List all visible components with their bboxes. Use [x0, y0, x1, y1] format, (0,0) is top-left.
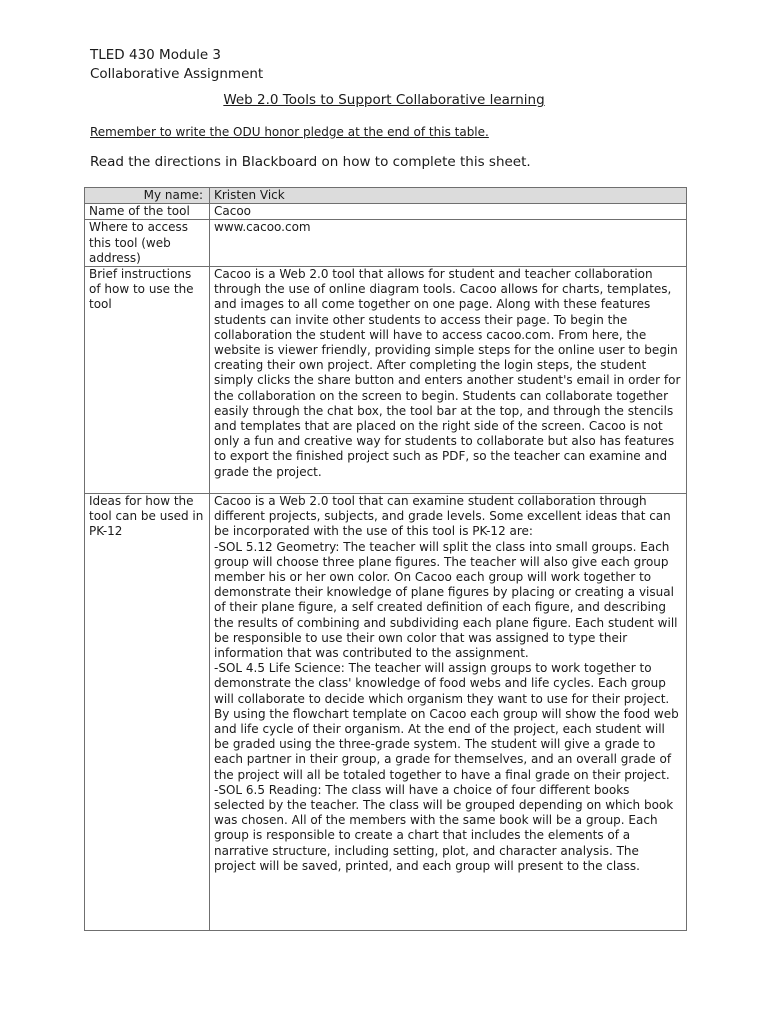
- table-row-instructions: [85, 267, 687, 494]
- table-row-tool: [85, 204, 687, 220]
- access-value: www.cacoo.com: [210, 220, 687, 267]
- tool-value: Cacoo: [210, 204, 687, 220]
- ideas-value: [210, 494, 687, 931]
- directions-text: Read the directions in Blackboard on how to complete this sheet.: [90, 154, 531, 170]
- instructions-label: Brief instructions of how to use the tool: [85, 267, 210, 494]
- ideas-text: Cacoo is a Web 2.0 tool that can examine student collaboration through different projects, subjects, and grade levels. Some excellent ideas that can be incorporated with the use of this tool is PK-12 are: -SOL 5.12 Geometry: The teacher will split the class into small groups. Each group will choose three plane figures. The teacher will also give each group member his or her own color. On Cacoo each group will work together to demonstrate their knowledge of plane figures by placing or creating a visual of their plane figure, a self created definition of each figure, and describing the results of combining and subdividing each plane figure. Each student will be responsible to use their own color that was assigned to type their information that was contributed to the assignment. -SOL 4.5 Life Science: The teacher will assign groups to work together to demonstrate the class' knowledge of food webs and life cycles. Each group will collaborate to decide which organism they want to use for their project. By using the flowchart template on Cacoo each group will show the food web and life cycle of their organism. At the end of the project, each student will be graded using the three-grade system. The student will give a grade to each partner in their group, a grade for themselves, and an overall grade of the project will all be totaled together to have a final grade on their project. -SOL 6.5 Reading: The class will have a choice of four different books selected by the teacher. The class will be grouped depending on which book was chosen. All of the members with the same book will be a group. Each group is responsible to create a chart that includes the elements of a narrative structure, including setting, plot, and character analysis. The project will be saved, printed, and each group will present to the class.: [214, 494, 679, 873]
- access-label: Where to access this tool (web address): [85, 220, 210, 267]
- table-row-name: [85, 188, 687, 204]
- name-value: Kristen Vick: [210, 188, 687, 204]
- instructions-text: Cacoo is a Web 2.0 tool that allows for student and teacher collaboration through the use of online diagram tools. Cacoo allows for charts, templates, and images to all come together on one page. Along with these features students can invite other students to access their page. To begin the collaboration the student will have to access cacoo.com. From here, the website is viewer friendly, providing simple steps for the online user to begin creating their own project. After completing the login steps, the student simply clicks the share button and enters another student's email in order for the collaboration on the screen to begin. Students can collaborate together easily through the chat box, the tool bar at the top, and through the stencils and templates that are placed on the right side of the screen. Cacoo is not only a fun and creative way for students to collaborate but also has features to export the finished project such as PDF, so the teacher can examine and grade the project.: [214, 267, 681, 479]
- assignment-title: Collaborative Assignment: [90, 66, 264, 82]
- ideas-label: Ideas for how the tool can be used in PK-12: [85, 494, 210, 931]
- table-row-ideas: [85, 494, 687, 931]
- instructions-value: [210, 267, 687, 494]
- name-label: My name:: [85, 188, 210, 204]
- course-title: TLED 430 Module 3: [90, 47, 222, 63]
- document-heading: Web 2.0 Tools to Support Collaborative learning: [223, 92, 545, 108]
- tool-label: Name of the tool: [85, 204, 210, 220]
- table-row-access: [85, 220, 687, 267]
- honor-pledge-reminder: Remember to write the ODU honor pledge at the end of this table.: [90, 125, 489, 139]
- tool-info-table: [84, 187, 687, 931]
